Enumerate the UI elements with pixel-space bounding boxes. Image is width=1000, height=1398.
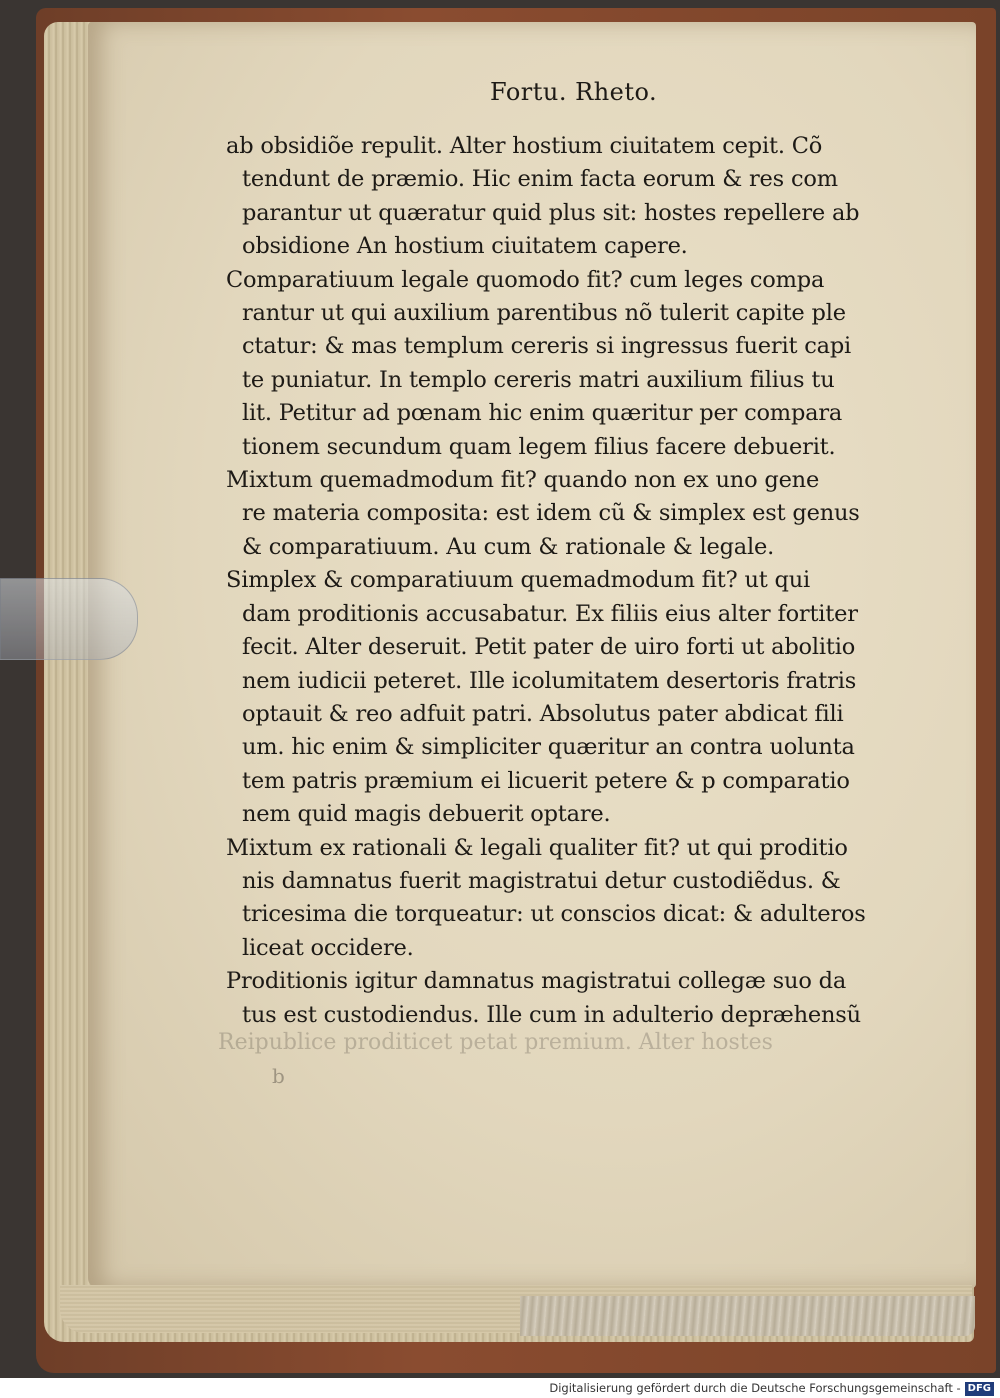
text-line: um. hic enim & simpliciter quæritur an contra uolunta — [242, 734, 855, 761]
text-line: tricesima die torqueatur: ut conscios dicat: & adulteros — [242, 901, 866, 928]
text-line: obsidione An hostium ciuitatem capere. — [242, 233, 688, 260]
text-line: Mixtum ex rationali & legali qualiter fit? ut qui proditio — [226, 834, 848, 861]
text-line: nis damnatus fuerit magistratui detur custodiẽdus. & — [242, 867, 841, 894]
text-line: liceat occidere. — [242, 934, 414, 961]
text-line: Mixtum quemadmodum fit? quando non ex uno gene — [226, 467, 820, 494]
show-through-text: Reipublice proditicet petat premium. Alter hostes — [218, 1030, 773, 1055]
text-line: optauit & reo adfuit patri. Absolutus pater abdicat fili — [242, 700, 844, 727]
text-line: fecit. Alter deseruit. Petit pater de uiro forti ut abolitio — [242, 634, 856, 661]
text-line: ab obsidiõe repulit. Alter hostium ciuitatem cepit. Cõ — [226, 133, 823, 159]
text-line: parantur ut quæratur quid plus sit: hostes repellere ab — [242, 199, 860, 226]
text-line: tem patris præmium ei licuerit petere & p comparatio — [242, 767, 850, 794]
dfg-logo-icon: DFG — [965, 1382, 994, 1396]
worn-cover-edge — [520, 1296, 975, 1336]
footer-credit: Digitalisierung gefördert durch die Deutsche Forschungsgemeinschaft - — [549, 1381, 961, 1395]
running-head: Fortu. Rheto. — [490, 78, 658, 106]
text-line: nem quid magis debuerit optare. — [242, 801, 611, 828]
text-line: dam proditionis accusabatur. Ex filiis eius alter fortiter — [242, 600, 858, 627]
text-line: Simplex & comparatiuum quemadmodum fit? ut qui — [226, 567, 811, 594]
text-line: lit. Petitur ad pœnam hic enim quæritur per compara — [242, 400, 843, 427]
text-line: & comparatiuum. Au cum & rationale & legale. — [242, 533, 775, 560]
text-line: rantur ut qui auxilium parentibus nõ tulerit capite ple — [242, 300, 846, 327]
signature-mark: b — [272, 1064, 285, 1088]
text-line: re materia composita: est idem cũ & simplex est genus — [242, 500, 860, 527]
text-line: te puniatur. In templo cereris matri auxilium filius tu — [242, 366, 835, 393]
text-line: Comparatiuum legale quomodo fit? cum leges compa — [226, 266, 825, 293]
footer-bar — [0, 1378, 1000, 1398]
text-line: Proditionis igitur damnatus magistratui collegæ suo da — [226, 968, 847, 995]
text-line: ctatur: & mas templum cereris si ingressus fuerit capi — [242, 333, 852, 360]
page-holder-clip — [0, 578, 138, 660]
text-line: tendunt de præmio. Hic enim facta eorum & res com — [242, 166, 838, 193]
text-line: tus est custodiendus. Ille cum in adulterio depræhensũ — [242, 1001, 861, 1028]
text-line: nem iudicii peteret. Ille icolumitatem desertoris fratris — [242, 667, 857, 694]
text-line: tionem secundum quam legem filius facere debuerit. — [242, 433, 836, 460]
text-block — [226, 130, 876, 1032]
